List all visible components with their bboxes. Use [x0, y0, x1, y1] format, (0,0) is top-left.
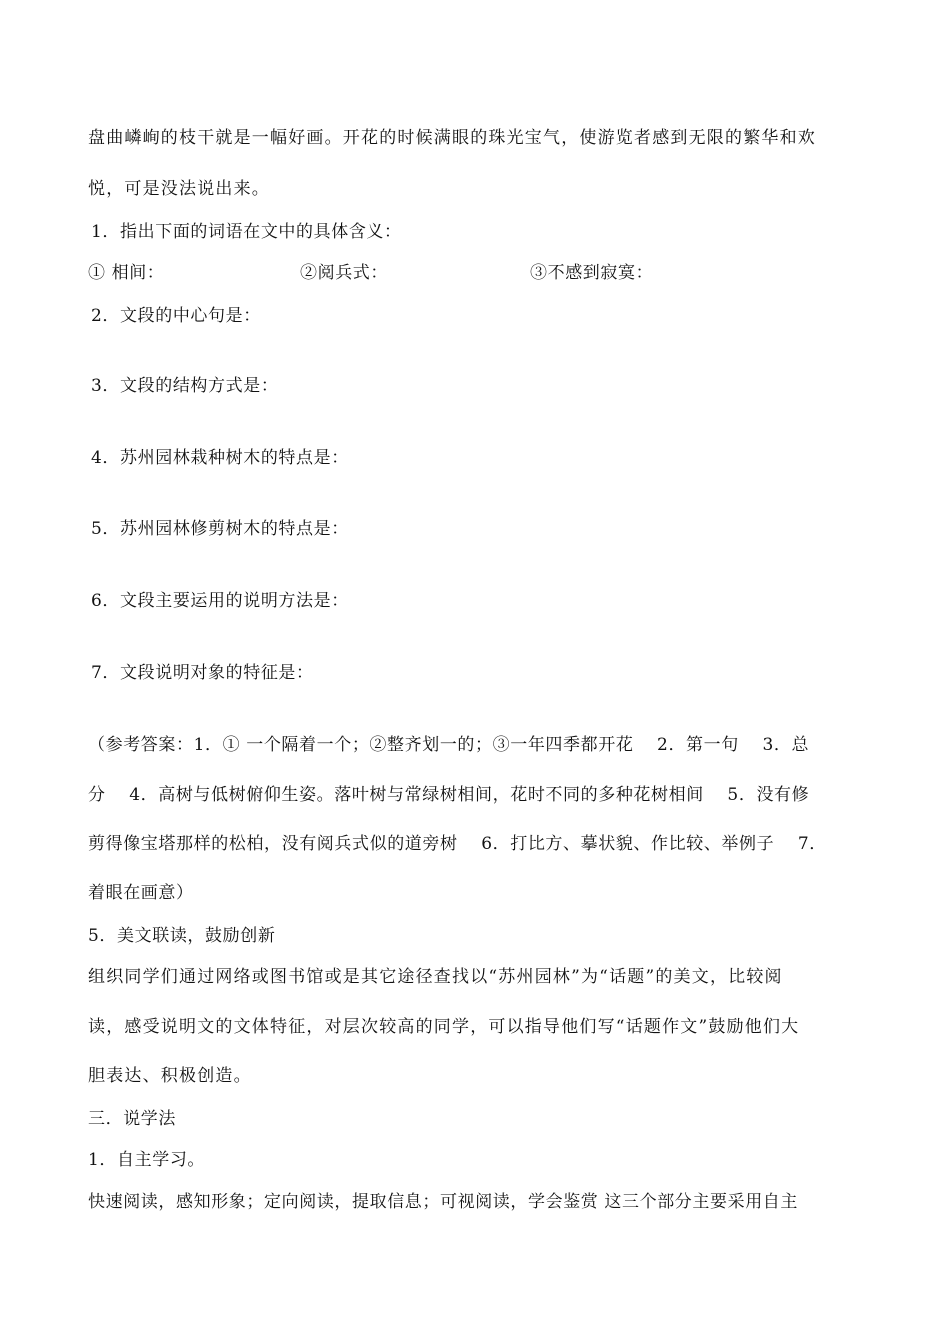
question-4: 4．苏州园林栽种树木的特点是： [91, 448, 349, 468]
question-5: 5．苏州园林修剪树木的特点是： [91, 519, 349, 539]
section-5-line-3: 胆表达、积极创造。 [88, 1066, 252, 1086]
q1-item-2: ②阅兵式： [300, 263, 388, 283]
section-3-title: 三．说学法 [88, 1109, 176, 1129]
section-5-line-2: 读，感受说明文的文体特征，对层次较高的同学，可以指导他们写“话题作文”鼓励他们大 [88, 1017, 800, 1037]
q1-item-1: ① 相间： [88, 263, 165, 283]
answers-line-2: 分 4．高树与低树俯仰生姿。落叶树与常绿树相间，花时不同的多种花树相间 5．没有修 [88, 785, 810, 805]
section-5-title: 5．美文联读，鼓励创新 [88, 926, 276, 946]
question-3: 3．文段的结构方式是： [91, 376, 279, 396]
question-6: 6．文段主要运用的说明方法是： [91, 591, 349, 611]
section-5-line-1: 组织同学们通过网络或图书馆或是其它途径查找以“苏州园林”为“话题”的美文，比较阅 [88, 967, 783, 987]
item-1-body: 快速阅读，感知形象；定向阅读，提取信息；可视阅读，学会鉴赏 这三个部分主要采用自主 [88, 1192, 799, 1212]
answers-line-4: 着眼在画意） [88, 883, 194, 903]
question-2: 2．文段的中心句是： [91, 306, 261, 326]
item-1-title: 1．自主学习。 [88, 1150, 206, 1170]
answers-line-1: （参考答案：1．① 一个隔着一个；②整齐划一的；③一年四季都开花 2．第一句 3．总 [88, 735, 810, 755]
intro-line-1: 盘曲嶙峋的枝干就是一幅好画。开花的时候满眼的珠光宝气，使游览者感到无限的繁华和欢 [88, 128, 816, 148]
intro-line-2: 悦，可是没法说出来。 [88, 179, 270, 199]
question-1: 1．指出下面的词语在文中的具体含义： [91, 222, 402, 242]
question-7: 7．文段说明对象的特征是： [91, 663, 314, 683]
answers-line-3: 剪得像宝塔那样的松柏，没有阅兵式似的道旁树 6．打比方、摹状貌、作比较、举例子 7． [88, 834, 827, 854]
q1-item-3: ③不感到寂寞： [530, 263, 654, 283]
